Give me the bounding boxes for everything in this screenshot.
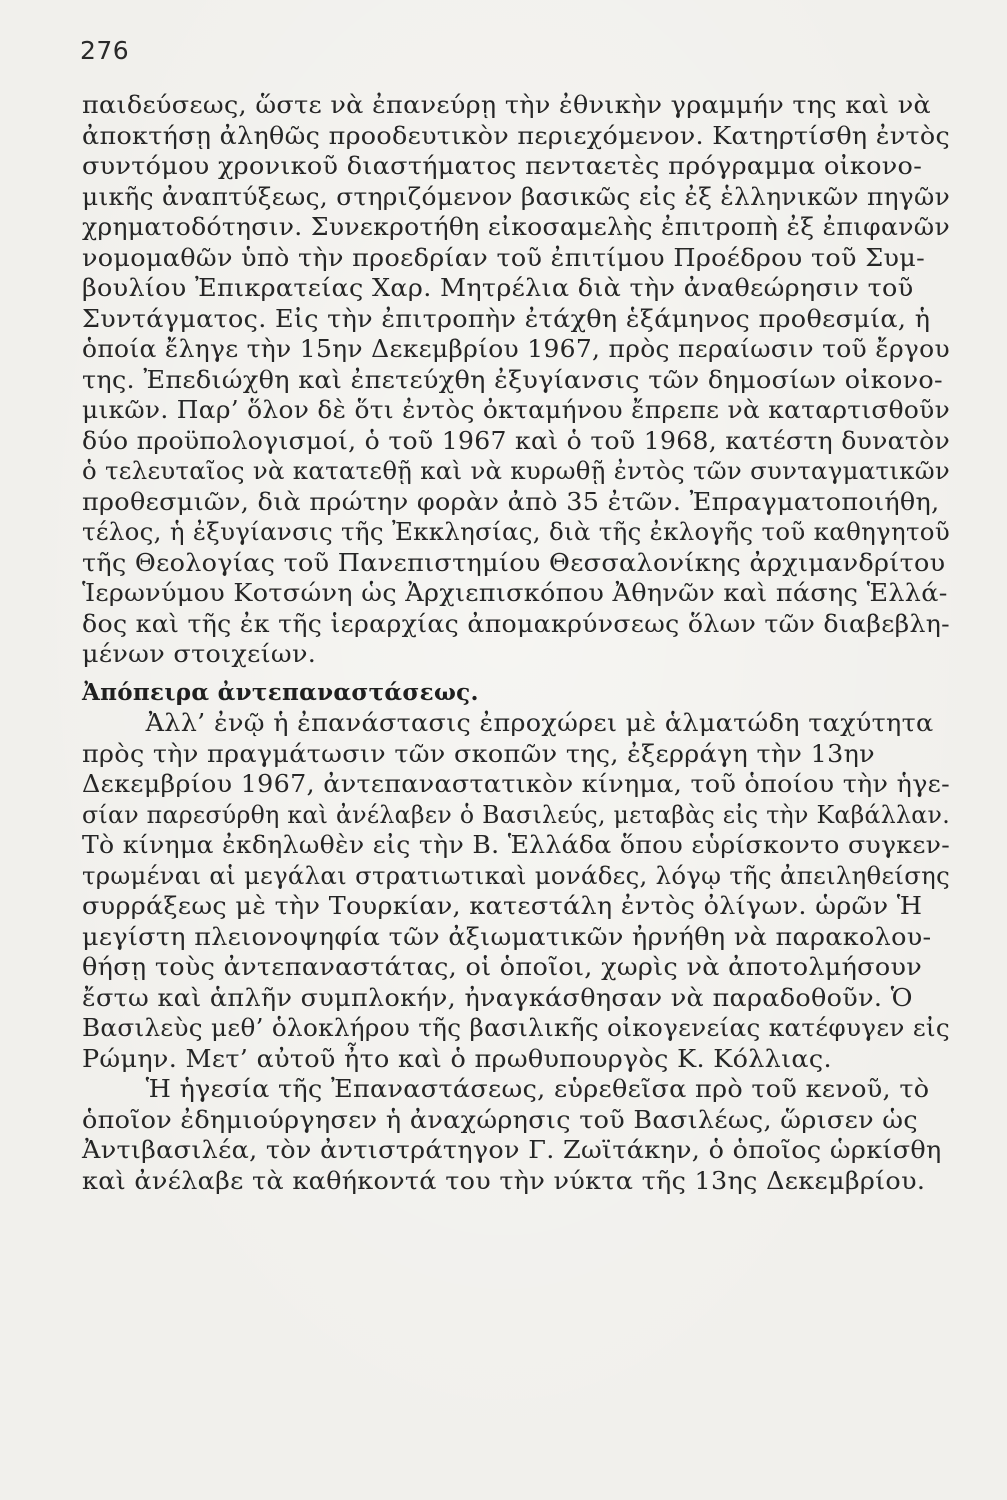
text-line: νομομαθῶν ὑπὸ τὴν προεδρίαν τοῦ ἐπιτίμου Προέδρου τοῦ Συμ- — [82, 243, 926, 272]
text-line: Δεκεμβρίου 1967, ἀντεπαναστατικὸν κίνημα, τοῦ ὁποίου τὴν ἡγε- — [82, 770, 951, 798]
page-number: 276 — [80, 36, 130, 65]
text-line: Ἀλλ’ ἐνῷ ἡ ἐπανάστασις ἐπροχώρει μὲ ἁλματώδη ταχύτητα — [145, 709, 934, 737]
text-line: ὁποῖον ἐδημιούργησεν ἡ ἀναχώρησις τοῦ Βασιλέως, ὥρισεν ὡς — [82, 1105, 918, 1134]
text-line: ὁ τελευταῖος νὰ κατατεθῇ καὶ νὰ κυρωθῇ ἐντὸς τῶν συνταγματικῶν — [82, 457, 951, 485]
text-line: μένων στοιχείων. — [82, 640, 317, 668]
text-line: τέλος, ἡ ἐξυγίανσις τῆς Ἐκκλησίας, διὰ τῆς ἐκλογῆς τοῦ καθηγητοῦ — [82, 518, 950, 546]
text-line: Τὸ κίνημα ἐκδηλωθὲν εἰς τὴν Β. Ἑλλάδα ὅπου εὑρίσκοντο συγκεν- — [82, 831, 951, 859]
text-line: τῆς Θεολογίας τοῦ Πανεπιστημίου Θεσσαλονίκης ἀρχιμανδρίτου — [82, 548, 946, 577]
text-line: Ἡ ἡγεσία τῆς Ἐπαναστάσεως, εὑρεθεῖσα πρὸ τοῦ κενοῦ, τὸ — [145, 1075, 930, 1103]
text-line: ὁποία ἔληγε τὴν 15ην Δεκεμβρίου 1967, πρὸς περαίωσιν τοῦ ἔργου — [82, 335, 950, 363]
text-line: Συντάγματος. Εἰς τὴν ἐπιτροπὴν ἐτάχθη ἑξάμηνος προθεσμία, ἡ — [82, 304, 931, 333]
paragraph-2 — [82, 708, 952, 1196]
text-line: μικῆς ἀναπτύξεως, στηριζόμενον βασικῶς εἰς ἐξ ἑλληνικῶν πηγῶν — [82, 182, 951, 211]
section-heading: Ἀπόπειρα ἀντεπαναστάσεως. — [82, 678, 479, 706]
text-line: δύο προϋπολογισμοί, ὁ τοῦ 1967 καὶ ὁ τοῦ 1968, κατέστη δυνατὸν — [82, 426, 951, 455]
spacer — [82, 670, 952, 678]
text-line: συρράξεως μὲ τὴν Τουρκίαν, κατεστάλη ἐντὸς ὀλίγων. ὡρῶν Ἡ — [82, 892, 923, 920]
text-line: βουλίου Ἐπικρατείας Χαρ. Μητρέλια διὰ τὴν ἀναθεώρησιν τοῦ — [82, 274, 914, 302]
text-line: Ἱερωνύμου Κοτσώνη ὡς Ἀρχιεπισκόπου Ἀθηνῶν καὶ πάσης Ἑλλά- — [82, 579, 948, 607]
text-line: ἔστω καὶ ἁπλῆν συμπλοκήν, ἠναγκάσθησαν νὰ παραδοθοῦν. Ὁ — [82, 983, 913, 1012]
text-line: παιδεύσεως, ὥστε νὰ ἐπανεύρῃ τὴν ἐθνικὴν γραμμήν της καὶ νὰ — [82, 91, 932, 119]
text-line: μικῶν. Παρ’ ὅλον δὲ ὅτι ἐντὸς ὀκταμήνου ἔπρεπε νὰ καταρτισθοῦν — [82, 396, 951, 424]
text-line: της. Ἐπεδιώχθη καὶ ἐπετεύχθη ἐξυγίανσις τῶν δημοσίων οἰκονο- — [82, 365, 943, 394]
text-line: συντόμου χρονικοῦ διαστήματος πενταετὲς πρόγραμμα οἰκονο- — [82, 152, 923, 180]
text-line: θήσῃ τοὺς ἀντεπαναστάτας, οἱ ὁποῖοι, χωρὶς νὰ ἀποτολμήσουν — [82, 953, 923, 981]
text-line: πρὸς τὴν πραγμάτωσιν τῶν σκοπῶν της, ἐξερράγη τὴν 13ην — [82, 739, 875, 768]
body-text — [82, 90, 952, 1196]
text-line: τρωμέναι αἱ μεγάλαι στρατιωτικαὶ μονάδες, λόγῳ τῆς ἀπειληθείσης — [82, 861, 951, 890]
text-line: Βασιλεὺς μεθ’ ὁλοκλήρου τῆς βασιλικῆς οἰκογενείας κατέφυγεν εἰς — [82, 1014, 951, 1042]
text-line: ἀποκτήσῃ ἀληθῶς προοδευτικὸν περιεχόμενον. Κατηρτίσθη ἐντὸς — [82, 121, 951, 150]
text-line: σίαν παρεσύρθη καὶ ἀνέλαβεν ὁ Βασιλεύς, μεταβὰς εἰς τὴν Καβάλλαν. — [82, 800, 950, 829]
text-line: καὶ ἀνέλαβε τὰ καθήκοντά του τὴν νύκτα τῆς 13ης Δεκεμβρίου. — [82, 1166, 926, 1195]
text-line: μεγίστη πλειονοψηφία τῶν ἀξιωματικῶν ἠρνήθη νὰ παρακολου- — [82, 922, 932, 951]
text-line: Ἀντιβασιλέα, τὸν ἀντιστράτηγον Γ. Ζωϊτάκην, ὁ ὁποῖος ὡρκίσθη — [82, 1136, 942, 1164]
text-line: δος καὶ τῆς ἐκ τῆς ἱεραρχίας ἀπομακρύνσεως ὅλων τῶν διαβεβλη- — [82, 609, 950, 638]
text-line: χρηματοδότησιν. Συνεκροτήθη εἰκοσαμελὴς ἐπιτροπὴ ἐξ ἐπιφανῶν — [82, 213, 950, 241]
text-line: Ρώμην. Μετ’ αὐτοῦ ἦτο καὶ ὁ πρωθυπουργὸς Κ. Κόλλιας. — [82, 1044, 832, 1073]
paragraph-1 — [82, 90, 952, 670]
text-line: προθεσμιῶν, διὰ πρώτην φορὰν ἀπὸ 35 ἐτῶν. Ἐπραγματοποιήθη, — [82, 487, 940, 516]
